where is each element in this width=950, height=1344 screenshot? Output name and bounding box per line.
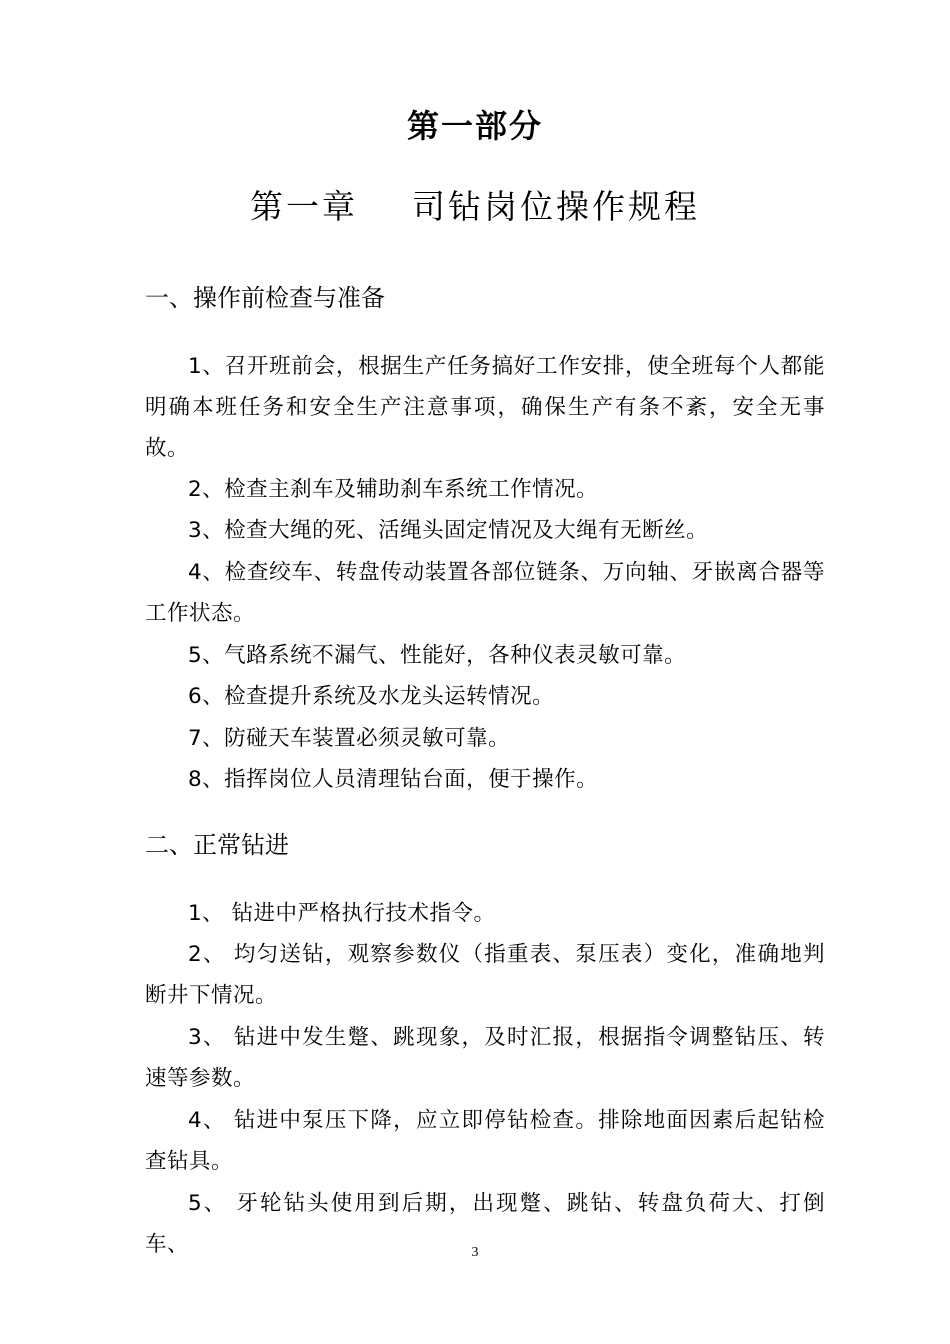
list-item: 1、 钻进中严格执行技术指令。 [188,901,496,926]
list-item: 4、 钻进中泵压下降，应立即停钻检查。排除地面因素后起钻检查钻具。 [145,1108,825,1174]
list-item: 3、 钻进中发生蹩、跳现象，及时汇报，根据指令调整钻压、转速等参数。 [145,1025,825,1091]
part-title: 第一部分 [406,107,543,145]
list-item: 4、检查绞车、转盘传动装置各部位链条、万向轴、牙嵌离合器等工作状态。 [145,560,825,626]
list-item: 6、检查提升系统及水龙头运转情况。 [188,684,555,709]
list-item: 1、召开班前会，根据生产任务搞好工作安排，使全班每个人都能明确本班任务和安全生产注意事项，确保生产有条不紊，安全无事故。 [145,354,825,461]
section-heading-normal-drilling: 二、正常钻进 [145,831,289,859]
list-item: 8、指挥岗位人员清理钻台面，便于操作。 [188,767,599,792]
list-item: 2、检查主刹车及辅助刹车系统工作情况。 [188,477,599,502]
chapter-title: 第一章 司钻岗位操作规程 [250,187,700,226]
list-item: 3、检查大绳的死、活绳头固定情况及大绳有无断丝。 [188,518,709,543]
list-item: 2、 均匀送钻，观察参数仪（指重表、泵压表）变化，准确地判断井下情况。 [145,942,825,1008]
page-number: 3 [471,1245,479,1260]
list-item: 7、防碰天车装置必须灵敏可靠。 [188,726,511,751]
list-item: 5、 牙轮钻头使用到后期，出现蹩、跳钻、转盘负荷大、打倒车、 [145,1191,825,1257]
section-heading-preparation: 一、操作前检查与准备 [145,284,385,312]
list-item: 5、气路系统不漏气、性能好，各种仪表灵敏可靠。 [188,643,687,668]
